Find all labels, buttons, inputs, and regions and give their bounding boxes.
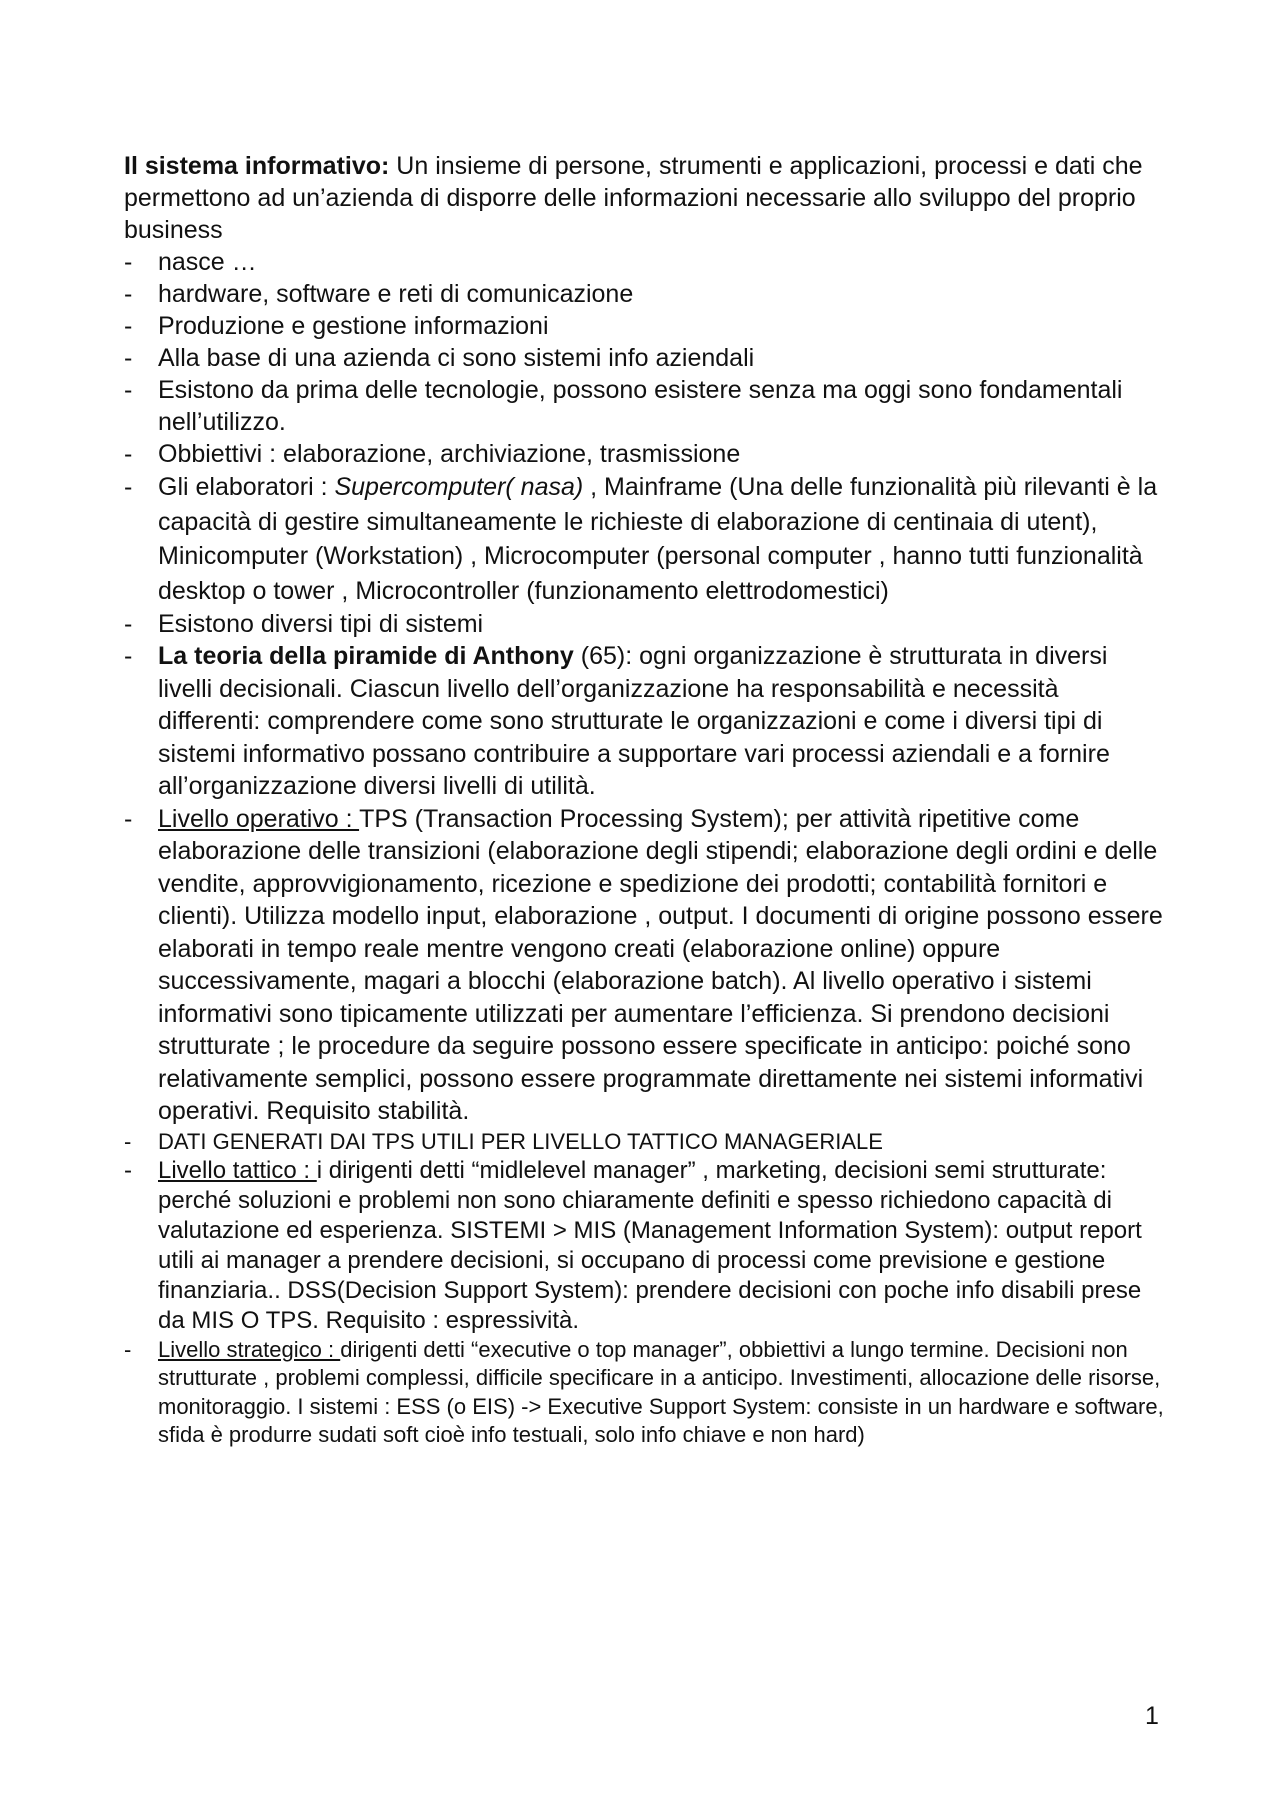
list-item-anthony (124, 640, 1164, 803)
list-elaboratori (124, 470, 1164, 608)
list-item: - nasce … (124, 246, 1164, 278)
list-system-features (124, 246, 1164, 470)
list-anthony (124, 640, 1164, 1450)
anthony-title: La teoria della piramide di Anthony (158, 642, 574, 670)
list-item: - Obbiettivi : elaborazione, archiviazione, trasmissione (124, 438, 1164, 470)
tattico-text: i dirigenti detti “midlelevel manager” , marketing, decisioni semi strutturate: perché soluzioni e problemi non sono chiaramente definiti e spesso richiedono capacità di valutazione ed esperienza. SISTEMI > MIS (Management Information System): output report utili ai manager a prendere decisioni, si occupano di processi come previsione e gestione finanziaria.. DSS(Decision Support System): prendere decisioni con poche info disabili prese da MIS O TPS. Requisito : espressività. (158, 1156, 1142, 1334)
list-item-livello-tattico (124, 1156, 1164, 1336)
elaboratori-text: , Mainframe (Una delle funzionalità più rilevanti è la capacità di gestire simultaneamente le richieste di elaborazione di centinaia di utent), Minicomputer (Workstation) , Microcomputer (personal computer , hanno tutti funzionalità desktop o tower , Microcontroller (funzionamento elettrodomestici) (158, 473, 1158, 605)
elaboratori-prefix: Gli elaboratori : (158, 473, 335, 501)
list-item-livello-strategico (124, 1336, 1164, 1450)
intro-title: Il sistema informativo: (124, 152, 390, 180)
strategico-text: dirigenti detti “executive o top manager”, obbiettivi a lungo termine. Decisioni non strutturate , problemi complessi, difficile specificare in a anticipo. Investimenti, allocazione delle risorse, monitoraggio. I sistemi : ESS (o EIS) -> Executive Support System: consiste in un hardware e software, sfida è produrre sudati soft cioè info testuali, solo info chiave e non hard) (158, 1336, 1164, 1447)
list-item-livello-operativo (124, 803, 1164, 1128)
anthony-text: (65): ogni organizzazione è strutturata in diversi livelli decisionali. Ciascun livello dell’organizzazione ha responsabilità e necessità differenti: comprendere come sono strutturate le organizzazioni e come i diversi tipi di sistemi informativo possano contribuire a supportare vari processi aziendali e a fornire all’organizzazione diversi livelli di utilità. (158, 642, 1110, 800)
list-item: - Produzione e gestione informazioni (124, 310, 1164, 342)
list-item: - Esistono diversi tipi di sistemi (124, 608, 1164, 640)
intro-paragraph (124, 150, 1164, 246)
operativo-text: TPS (Transaction Processing System); per attività ripetitive come elaborazione delle transizioni (elaborazione degli stipendi; elaborazione degli ordini e delle vendite, approvvigionamento, ricezione e spedizione dei prodotti; contabilità fornitori e clienti). Utilizza modello input, elaborazione , output. I documenti di origine possono essere elaborati in tempo reale mentre vengono creati (elaborazione online) oppure successivamente, magari a blocchi (elaborazione batch). Al livello operativo i sistemi informativi sono tipicamente utilizzati per aumentare l’efficienza. Si prendono decisioni strutturate ; le procedure da seguire possono essere specificate in anticipo: poiché sono relativamente semplici, possono essere programmate direttamente nei sistemi informativi operativi. Requisito stabilità. (158, 804, 1163, 1125)
list-item: - Esistono da prima delle tecnologie, possono esistere senza ma oggi sono fondamentali nell’utilizzo. (124, 374, 1164, 438)
list-item: - hardware, software e reti di comunicazione (124, 278, 1164, 310)
tattico-label: Livello tattico : (158, 1156, 317, 1184)
list-item: - Alla base di una azienda ci sono sistemi info aziendali (124, 342, 1164, 374)
list-item-elaboratori (124, 470, 1164, 608)
elaboratori-italic: Supercomputer( nasa) (334, 473, 584, 501)
strategico-label: Livello strategico : (158, 1336, 341, 1362)
list-last (124, 608, 1164, 640)
list-item-dati-generati: - DATI GENERATI DAI TPS UTILI PER LIVELLO TATTICO MANAGERIALE (124, 1128, 1164, 1156)
page-number: 1 (1145, 1702, 1159, 1730)
intro-text: Un insieme di persone, strumenti e applicazioni, processi e dati che permettono ad un’azienda di disporre delle informazioni necessarie allo sviluppo del proprio business (124, 152, 1143, 244)
document-page (124, 150, 1164, 1450)
operativo-label: Livello operativo : (158, 804, 360, 833)
